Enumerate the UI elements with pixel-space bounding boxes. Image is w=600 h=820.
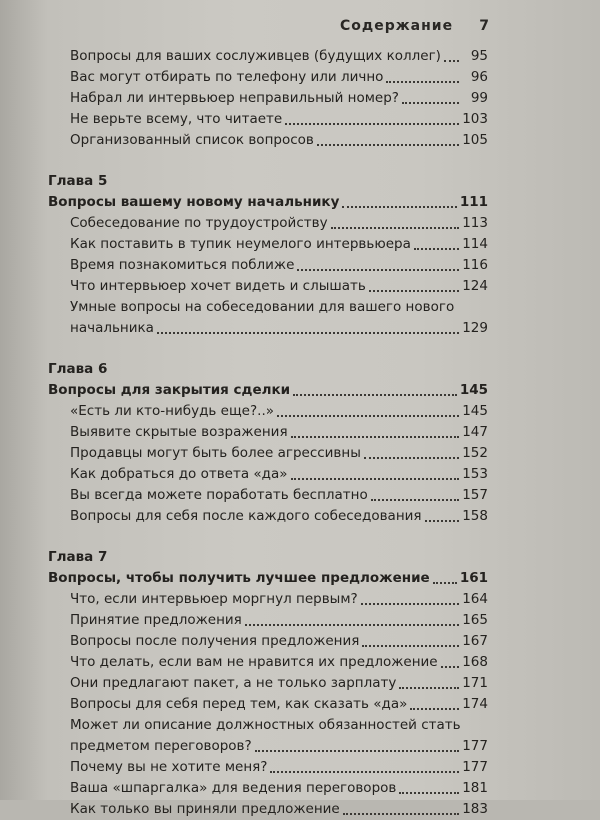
toc-entry-title: Что делать, если вам не нравится их предложение <box>70 654 438 670</box>
running-header <box>340 18 490 34</box>
toc-entry-title: Как поставить в тупик неумелого интервьюера <box>70 236 411 252</box>
toc-entry <box>48 276 488 297</box>
toc-entry-title: Вопросы после получения предложения <box>70 633 360 649</box>
toc-entry-page: 145 <box>462 403 488 419</box>
toc-entry-page: 99 <box>470 90 488 106</box>
dot-leader <box>414 248 459 250</box>
toc-entry-title: Вы всегда можете поработать бесплатно <box>70 487 368 503</box>
dot-leader <box>399 687 459 689</box>
toc-entry <box>48 799 488 820</box>
header-page-number: 7 <box>479 18 490 34</box>
chapter-title-entry <box>48 568 488 589</box>
toc-entry <box>48 67 488 88</box>
header-title: Содержание <box>340 18 454 34</box>
toc-entry-page: 96 <box>470 69 488 85</box>
dot-leader <box>297 269 459 271</box>
chapter-title: Вопросы, чтобы получить лучшее предложение <box>48 570 430 586</box>
toc-entry-title-line2: начальника <box>70 320 154 336</box>
dot-leader <box>270 771 459 773</box>
dot-leader <box>433 582 457 584</box>
chapter-label: Глава 7 <box>48 549 108 565</box>
dot-leader <box>362 645 459 647</box>
dot-leader <box>342 206 456 208</box>
toc-entry-page: 129 <box>462 320 488 336</box>
toc-entry <box>48 464 488 485</box>
dot-leader <box>331 227 459 229</box>
chapter-page: 111 <box>459 194 488 210</box>
toc-entry-title: «Есть ли кто-нибудь еще?..» <box>70 403 274 419</box>
toc-entry-title: Принятие предложения <box>70 612 242 628</box>
dot-leader <box>425 520 459 522</box>
toc-entry <box>48 234 488 255</box>
toc-entry-title: Продавцы могут быть более агрессивны <box>70 445 361 461</box>
dot-leader <box>343 813 459 815</box>
toc-entry <box>48 673 488 694</box>
dot-leader <box>291 436 459 438</box>
toc-entry-title-line1: Может ли описание должностных обязанностей стать <box>70 717 461 733</box>
toc-entry-title: Собеседование по трудоустройству <box>70 215 328 231</box>
toc-entry-title: Ваша «шпаргалка» для ведения переговоров <box>70 780 397 796</box>
toc-entry <box>48 213 488 234</box>
toc-entry <box>48 485 488 506</box>
dot-leader <box>157 332 459 334</box>
toc-entry-title: Время познакомиться поближе <box>70 257 295 273</box>
toc-entry-title-line2: предметом переговоров? <box>70 738 252 754</box>
dot-leader <box>364 457 459 459</box>
dot-leader <box>285 123 459 125</box>
toc-entry-page: 177 <box>462 759 488 775</box>
toc-entry <box>48 778 488 799</box>
toc-entry <box>48 631 488 652</box>
toc-entry-title: Вопросы для ваших сослуживцев (будущих коллег) <box>70 48 441 64</box>
toc-entry-page: 171 <box>462 675 488 691</box>
toc-entry-page: 158 <box>462 508 488 524</box>
dot-leader <box>399 792 459 794</box>
dot-leader <box>291 478 459 480</box>
toc-entry-title: Не верьте всему, что читаете <box>70 111 283 127</box>
toc-entry-page: 153 <box>462 466 488 482</box>
toc-entry <box>48 589 488 610</box>
toc-entry <box>48 757 488 778</box>
toc-entry-page: 157 <box>462 487 488 503</box>
toc-entry-title-line1: Умные вопросы на собеседовании для вашего нового <box>70 299 455 315</box>
toc-entry <box>48 109 488 130</box>
chapter-label: Глава 6 <box>48 361 108 377</box>
chapter-page: 145 <box>459 382 488 398</box>
toc-entry <box>48 297 488 339</box>
toc-entry-page: 174 <box>462 696 488 712</box>
dot-leader <box>369 290 459 292</box>
toc-entry-title: Организованный список вопросов <box>70 132 314 148</box>
toc-entry-title: Вопросы для себя перед тем, как сказать «да» <box>70 696 408 712</box>
toc-entry-title: Вас могут отбирать по телефону или лично <box>70 69 384 85</box>
dot-leader <box>410 708 459 710</box>
toc-entry-title: Набрал ли интервьюер неправильный номер? <box>70 90 399 106</box>
toc-entry-page: 113 <box>462 215 488 231</box>
toc-entry-page: 147 <box>462 424 488 440</box>
dot-leader <box>255 750 459 752</box>
toc-entry <box>48 443 488 464</box>
toc-entry <box>48 506 488 527</box>
chapter-title-entry <box>48 192 488 213</box>
toc-entry <box>48 401 488 422</box>
chapter-label: Глава 5 <box>48 173 108 189</box>
dot-leader <box>293 394 457 396</box>
toc-entry-title: Что, если интервьюер моргнул первым? <box>70 591 358 607</box>
toc-entry <box>48 715 488 757</box>
toc-entry-page: 183 <box>462 801 488 817</box>
toc-entry-title: Почему вы не хотите меня? <box>70 759 268 775</box>
toc-entry-page: 124 <box>462 278 488 294</box>
table-of-contents <box>48 46 488 820</box>
dot-leader <box>371 499 459 501</box>
toc-entry <box>48 130 488 151</box>
dot-leader <box>317 144 459 146</box>
toc-entry-page: 181 <box>462 780 488 796</box>
dot-leader <box>386 81 459 83</box>
toc-entry-title: Они предлагают пакет, а не только зарплату <box>70 675 397 691</box>
toc-entry-title: Как только вы приняли предложение <box>70 801 340 817</box>
toc-entry <box>48 46 488 67</box>
toc-entry <box>48 652 488 673</box>
dot-leader <box>361 603 459 605</box>
dot-leader <box>402 102 459 104</box>
toc-entry <box>48 255 488 276</box>
toc-entry <box>48 694 488 715</box>
toc-entry-title: Как добраться до ответа «да» <box>70 466 288 482</box>
dot-leader <box>277 415 459 417</box>
chapter-title: Вопросы вашему новому начальнику <box>48 194 340 210</box>
toc-entry-page: 177 <box>462 738 488 754</box>
toc-entry-title: Выявите скрытые возражения <box>70 424 288 440</box>
toc-entry-title: Вопросы для себя после каждого собеседования <box>70 508 422 524</box>
chapter-page: 161 <box>459 570 488 586</box>
toc-entry-page: 116 <box>462 257 488 273</box>
dot-leader <box>441 666 459 668</box>
toc-entry <box>48 422 488 443</box>
dot-leader <box>245 624 459 626</box>
chapter-title-entry <box>48 380 488 401</box>
toc-entry-page: 167 <box>462 633 488 649</box>
toc-entry-page: 165 <box>462 612 488 628</box>
toc-entry-title: Что интервьюер хочет видеть и слышать <box>70 278 366 294</box>
toc-entry-page: 95 <box>470 48 488 64</box>
toc-entry-page: 152 <box>462 445 488 461</box>
toc-entry <box>48 88 488 109</box>
dot-leader <box>444 60 459 62</box>
toc-entry-page: 103 <box>462 111 488 127</box>
toc-entry-page: 114 <box>462 236 488 252</box>
toc-entry-page: 105 <box>462 132 488 148</box>
toc-entry-page: 164 <box>462 591 488 607</box>
chapter-title: Вопросы для закрытия сделки <box>48 382 291 398</box>
toc-entry-page: 168 <box>462 654 488 670</box>
toc-entry <box>48 610 488 631</box>
